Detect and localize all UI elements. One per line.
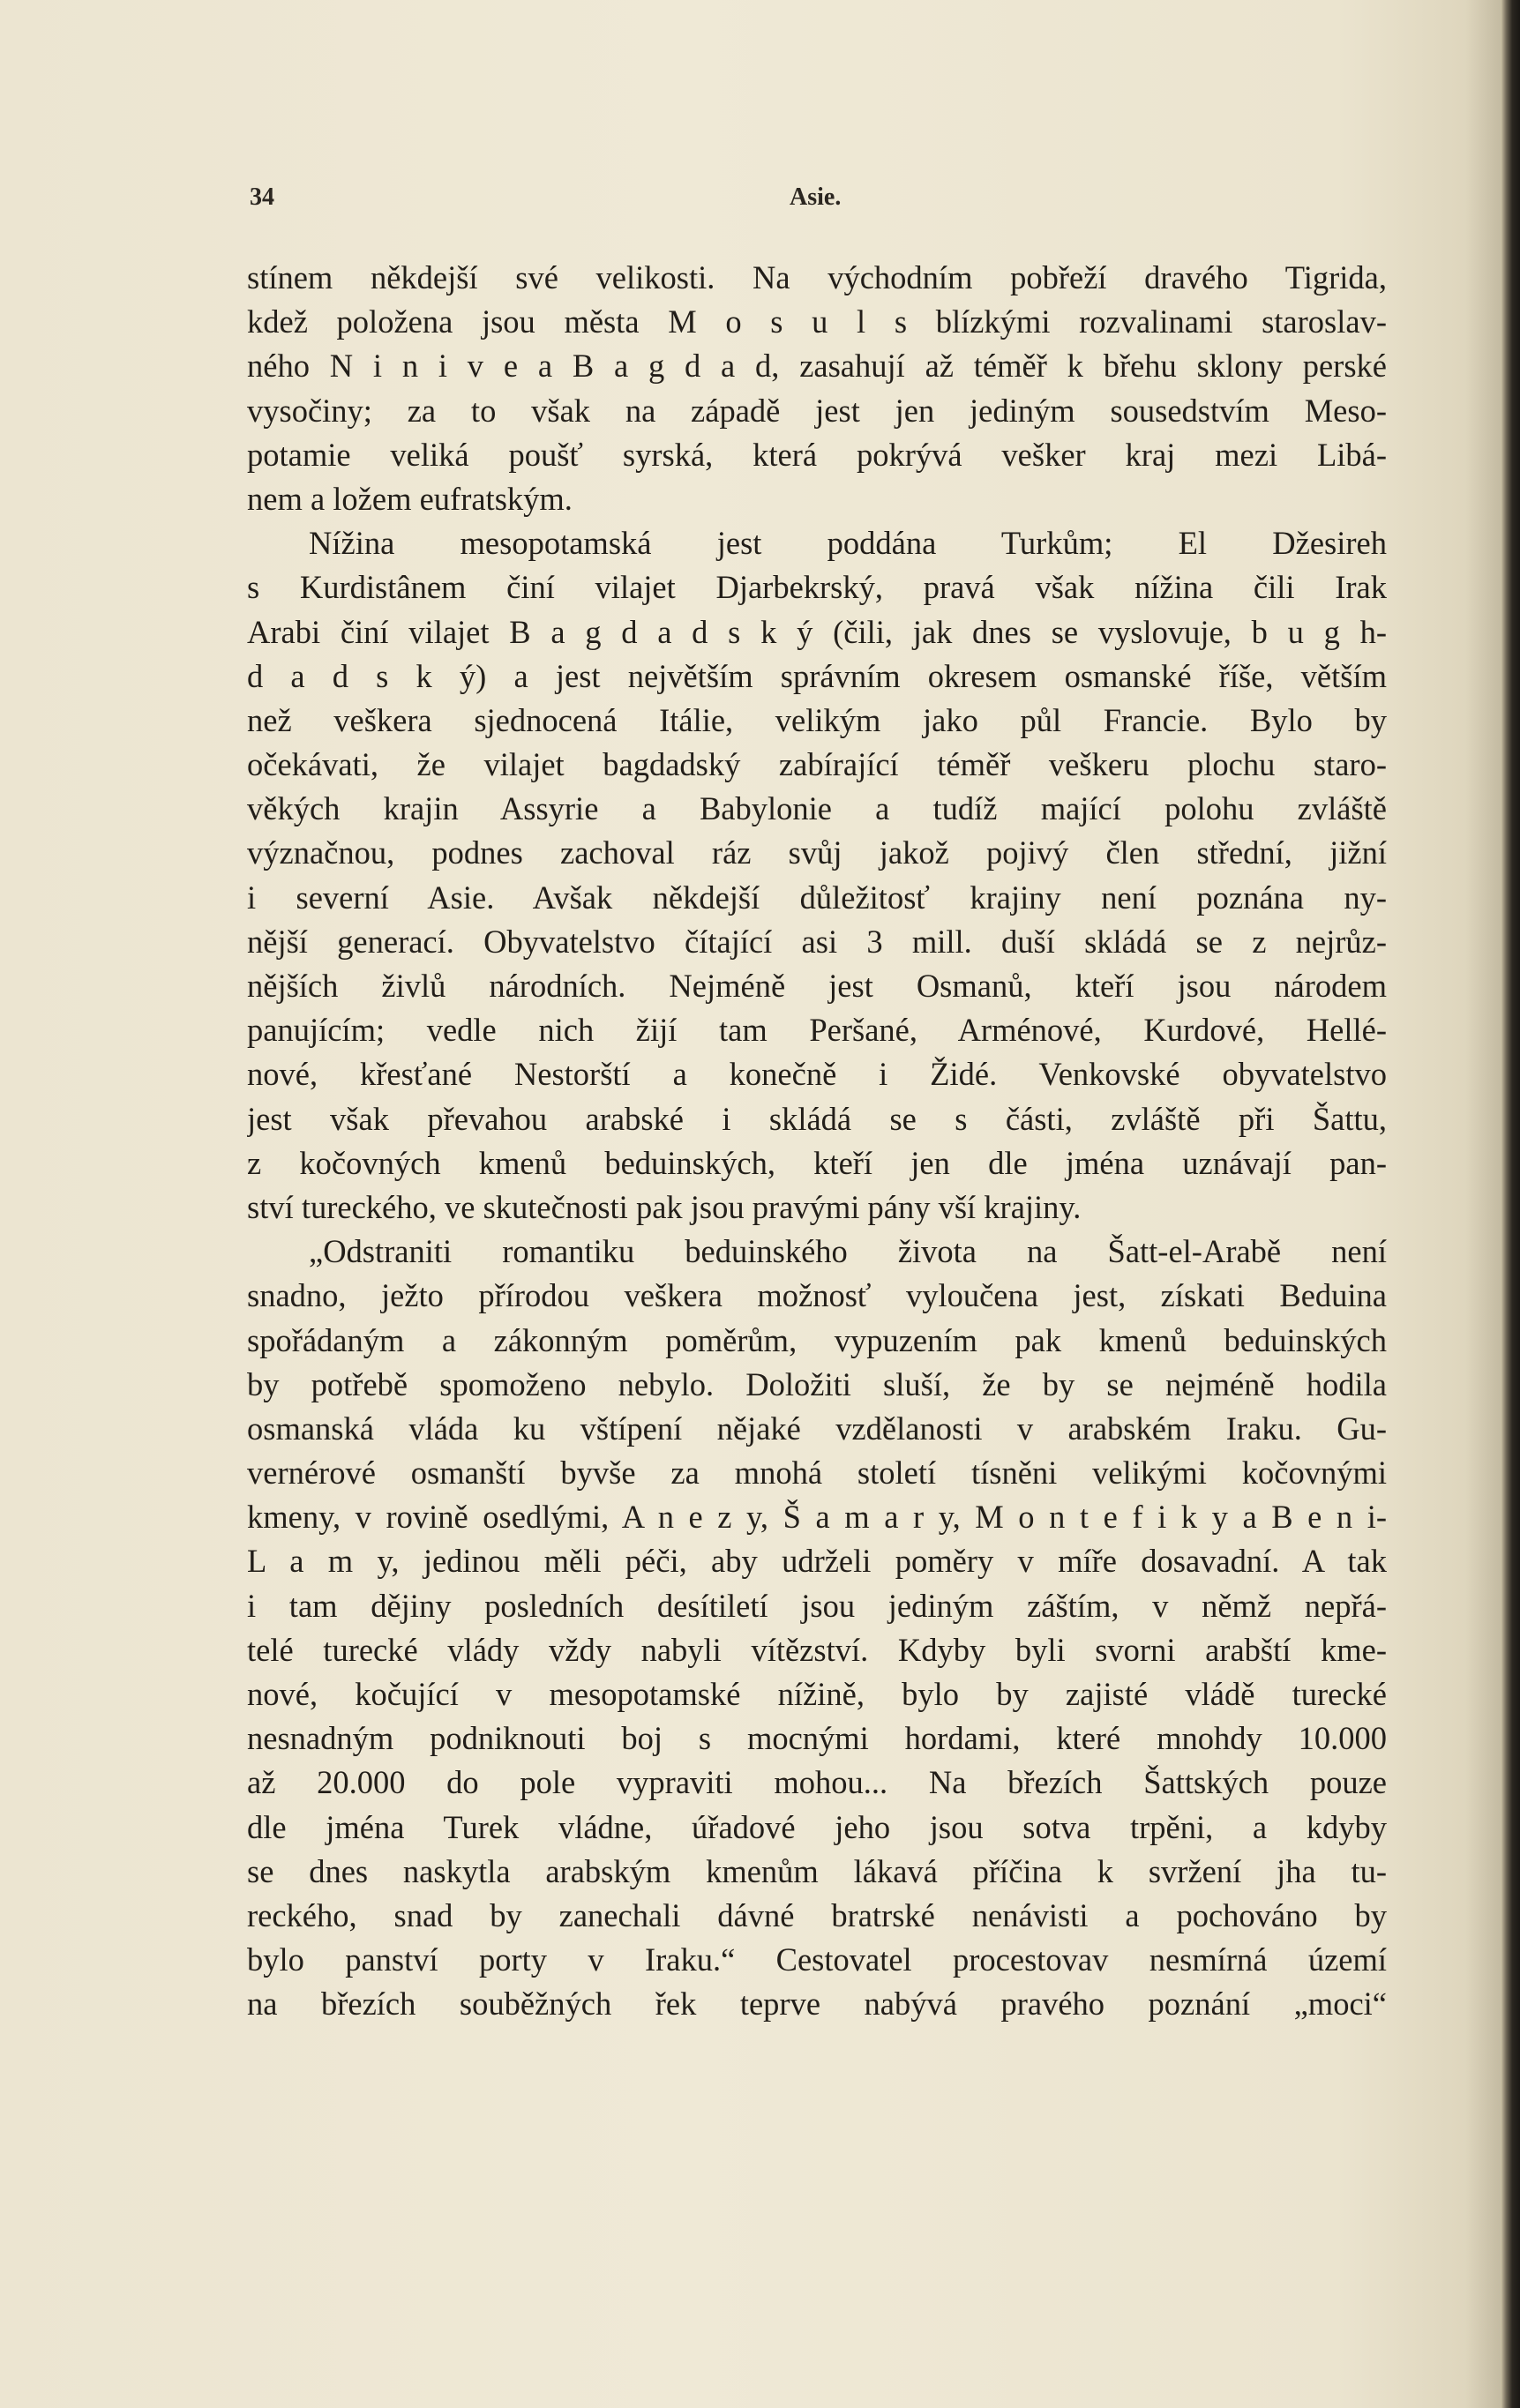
paragraph <box>247 521 1387 1230</box>
text-line: nější generací. Obyvatelstvo čítající asi 3 mill. duší skládá se z nejrůz- <box>247 923 1387 960</box>
text-line: bylo panství porty v Iraku.“ Cestovatel procestovav nesmírná území <box>247 1941 1387 1978</box>
text-line: dle jména Turek vládne, úřadové jeho jsou sotva trpěni, a kdyby <box>247 1808 1387 1845</box>
text-line: nové, kočující v mesopotamské nížině, bylo by zajisté vládě turecké <box>247 1676 1387 1712</box>
text-line: než veškera sjednocená Itálie, velikým jako půl Francie. Bylo by <box>247 701 1387 738</box>
paragraph <box>247 1230 1387 2026</box>
text-line: s Kurdistânem činí vilajet Djarbekrský, pravá však nížina čili Irak <box>247 569 1387 606</box>
paragraph <box>247 256 1387 521</box>
text-line: i severní Asie. Avšak někdejší důležitosť krajiny není poznána ny- <box>247 879 1387 916</box>
text-line: osmanská vláda ku vštípení nějaké vzdělanosti v arabském Iraku. Gu- <box>247 1410 1387 1447</box>
text-line: i tam dějiny posledních desítiletí jsou jediným záštím, v němž nepřá- <box>247 1587 1387 1624</box>
running-head: Asie. <box>790 183 842 211</box>
text-line: nem a ložem eufratským. <box>247 480 573 517</box>
text-line: se dnes naskytla arabským kmenům lákavá příčina k svržení jha tu- <box>247 1852 1387 1889</box>
page-header <box>250 183 858 219</box>
text-line: ného N i n i v e a B a g d a d, zasahují až téměř k břehu sklony perské <box>247 348 1387 385</box>
text-line: telé turecké vlády vždy nabyli vítězství. Kdyby byli svorni arabští kme- <box>247 1631 1387 1668</box>
book-binding-edge <box>1501 0 1520 2408</box>
text-line: by potřebě spomoženo nebylo. Doložiti sluší, že by se nejméně hodila <box>247 1365 1387 1402</box>
text-line: panujícím; vedle nich žijí tam Peršané, Arménové, Kurdové, Hellé- <box>247 1012 1387 1049</box>
text-line: kdež položena jsou města M o s u l s blízkými rozvalinami staroslav- <box>247 303 1387 340</box>
text-line: reckého, snad by zanechali dávné bratrské nenávisti a pochováno by <box>247 1896 1387 1933</box>
text-line: z kočovných kmenů beduinských, kteří jen dle jména uznávají pan- <box>247 1144 1387 1181</box>
text-line: snadno, ježto přírodou veškera možnosť vyloučena jest, získati Beduina <box>247 1277 1387 1314</box>
text-line: Arabi činí vilajet B a g d a d s k ý (čili, jak dnes se vyslovuje, b u g h- <box>247 613 1387 650</box>
text-line: očekávati, že vilajet bagdadský zabírající téměř veškeru plochu staro- <box>247 746 1387 783</box>
page-number: 34 <box>250 183 274 211</box>
text-line: až 20.000 do pole vypraviti mohou... Na březích Šattských pouze <box>247 1764 1387 1801</box>
text-line: nějších živlů národních. Nejméně jest Osmanů, kteří jsou národem <box>247 968 1387 1004</box>
text-line: stínem někdejší své velikosti. Na východním pobřeží dravého Tigrida, <box>247 259 1387 295</box>
binding-shadow <box>1465 0 1501 2408</box>
text-line: vysočiny; za to však na západě jest jen jediným sousedstvím Meso- <box>247 392 1387 429</box>
text-line: kmeny, v rovině osedlými, A n e z y, Š a m a r y, M o n t e f i k y a B e n i- <box>247 1499 1387 1536</box>
text-line: věkých krajin Assyrie a Babylonie a tudíž mající polohu zvláště <box>247 790 1387 827</box>
text-line: nesnadným podniknouti boj s mocnými hordami, které mnohdy 10.000 <box>247 1720 1387 1757</box>
text-line: význačnou, podnes zachoval ráz svůj jakož pojivý člen střední, jižní <box>247 834 1387 871</box>
text-body <box>247 256 1387 2027</box>
text-line: „Odstraniti romantiku beduinského života na Šatt-el-Arabě není <box>309 1233 1387 1270</box>
text-line: vernérové osmanští byvše za mnohá století tísněni velikými kočovnými <box>247 1455 1387 1492</box>
text-line: jest však převahou arabské i skládá se s části, zvláště při Šattu, <box>247 1100 1387 1137</box>
text-line: spořádaným a zákonným poměrům, vypuzením pak kmenů beduinských <box>247 1321 1387 1358</box>
text-line: nové, křesťané Nestorští a konečně i Židé. Venkovské obyvatelstvo <box>247 1056 1387 1093</box>
text-line: Nížina mesopotamská jest poddána Turkům; El Džesireh <box>309 525 1387 562</box>
text-line: potamie veliká poušť syrská, která pokrývá vešker kraj mezi Libá- <box>247 436 1387 473</box>
text-line: L a m y, jedinou měli péči, aby udrželi poměry v míře dosavadní. A tak <box>247 1543 1387 1580</box>
text-line: ství tureckého, ve skutečnosti pak jsou pravými pány vší krajiny. <box>247 1188 1082 1225</box>
text-line: na březích souběžných řek teprve nabývá pravého poznání „moci“ <box>247 1985 1387 2023</box>
text-line: d a d s k ý) a jest největším správním okresem osmanské říše, větším <box>247 657 1387 694</box>
